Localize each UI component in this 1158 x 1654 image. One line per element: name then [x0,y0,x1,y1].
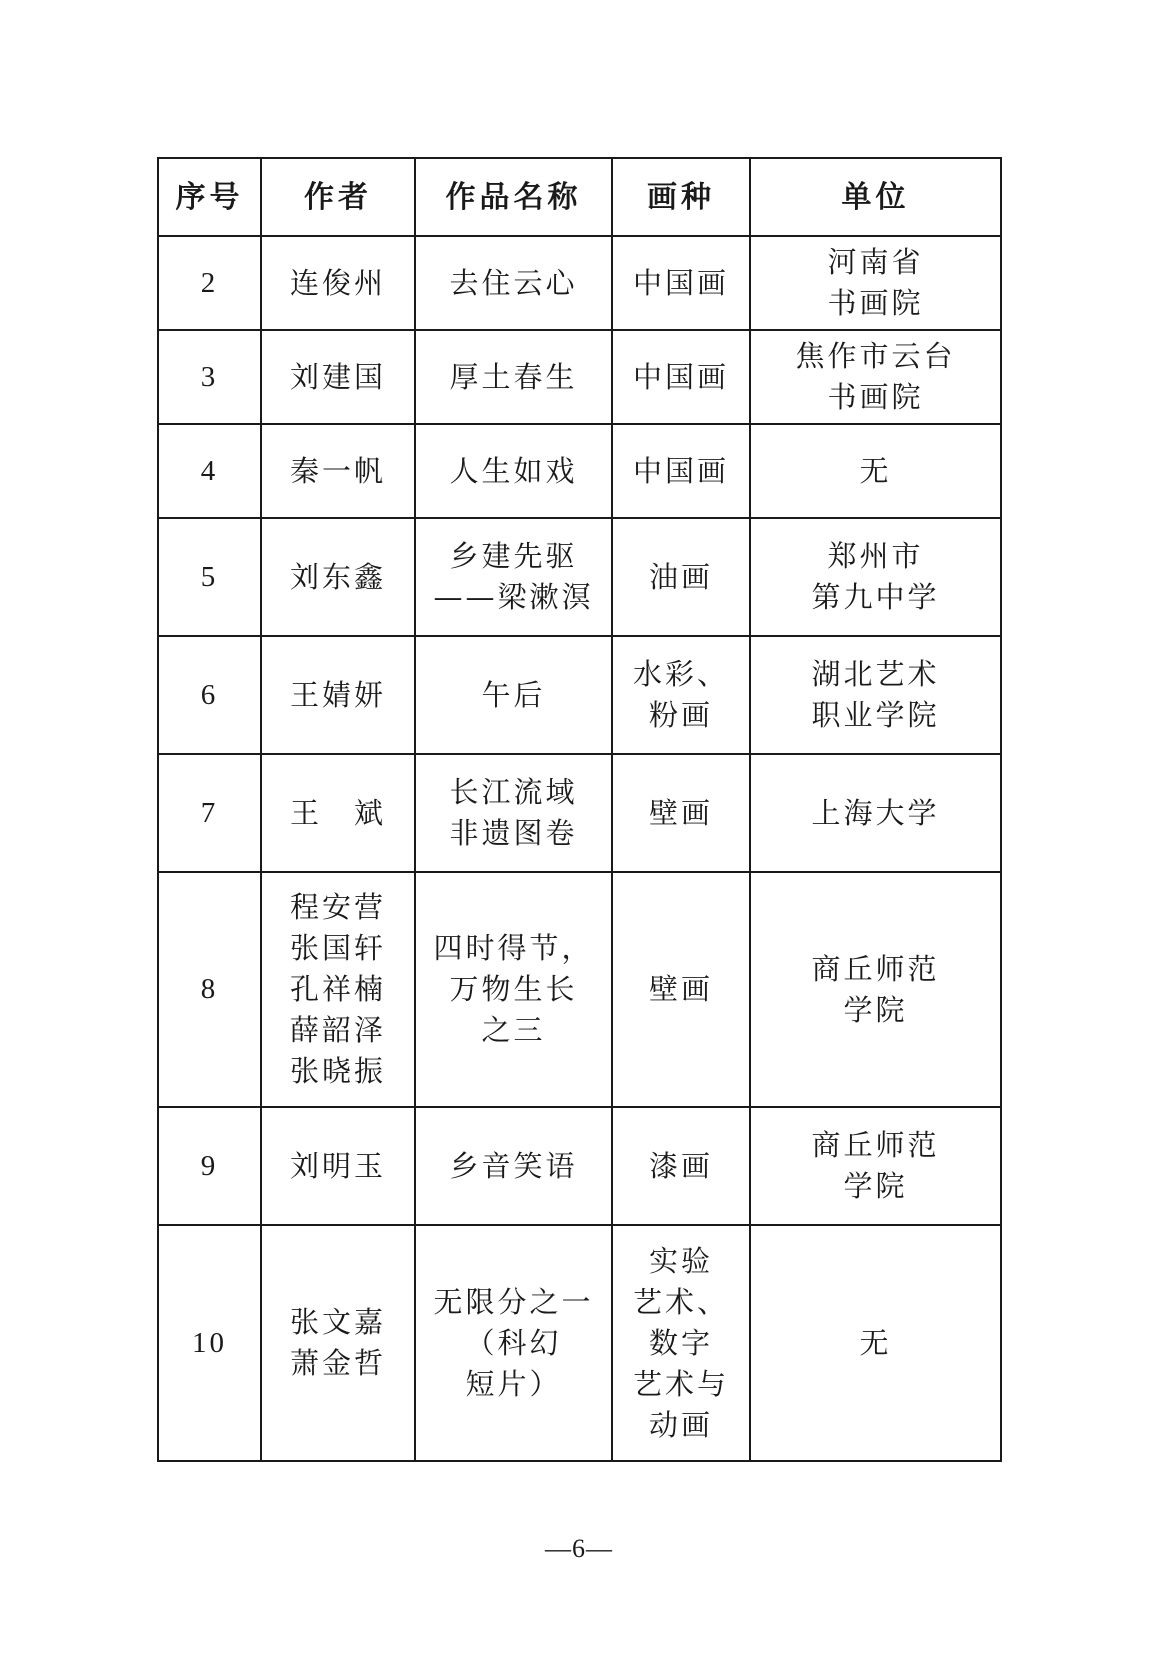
cell-work-title: 厚土春生 [415,330,612,424]
cell-unit: 商丘师范 学院 [750,872,1001,1107]
cell-work-title: 去住云心 [415,236,612,330]
header-unit: 单位 [750,158,1001,236]
cell-serial-number: 7 [158,754,261,872]
cell-work-title: 四时得节， 万物生长 之三 [415,872,612,1107]
cell-painting-type: 实验 艺术、 数字 艺术与 动画 [612,1225,750,1461]
table-row [158,330,1001,424]
cell-painting-type: 水彩、 粉画 [612,636,750,754]
cell-unit: 焦作市云台 书画院 [750,330,1001,424]
cell-painting-type: 壁画 [612,754,750,872]
table-row [158,1107,1001,1225]
header-author: 作者 [261,158,415,236]
results-table [157,157,1002,1462]
cell-painting-type: 中国画 [612,330,750,424]
cell-unit: 无 [750,1225,1001,1461]
cell-serial-number: 6 [158,636,261,754]
cell-painting-type: 油画 [612,518,750,636]
cell-serial-number: 4 [158,424,261,518]
cell-work-title: 长江流域 非遗图卷 [415,754,612,872]
cell-author: 王 斌 [261,754,415,872]
header-work-title: 作品名称 [415,158,612,236]
cell-unit: 郑州市 第九中学 [750,518,1001,636]
cell-author: 刘明玉 [261,1107,415,1225]
table-header-row [158,158,1001,236]
cell-unit: 河南省 书画院 [750,236,1001,330]
cell-work-title: 无限分之一 （科幻 短片） [415,1225,612,1461]
table-row [158,236,1001,330]
cell-author: 秦一帆 [261,424,415,518]
cell-painting-type: 中国画 [612,236,750,330]
cell-unit: 湖北艺术 职业学院 [750,636,1001,754]
header-serial-number: 序号 [158,158,261,236]
cell-serial-number: 8 [158,872,261,1107]
table-row [158,518,1001,636]
cell-serial-number: 9 [158,1107,261,1225]
cell-painting-type: 壁画 [612,872,750,1107]
cell-work-title: 午后 [415,636,612,754]
header-painting-type: 画种 [612,158,750,236]
cell-work-title: 乡音笑语 [415,1107,612,1225]
table-row [158,872,1001,1107]
cell-author: 张文嘉 萧金哲 [261,1225,415,1461]
cell-author: 连俊州 [261,236,415,330]
page-number: —6— [545,1534,613,1563]
table-body [158,236,1001,1461]
cell-work-title: 人生如戏 [415,424,612,518]
table-row [158,1225,1001,1461]
table-row [158,754,1001,872]
cell-serial-number: 10 [158,1225,261,1461]
cell-unit: 商丘师范 学院 [750,1107,1001,1225]
table-row [158,424,1001,518]
cell-painting-type: 漆画 [612,1107,750,1225]
cell-unit: 上海大学 [750,754,1001,872]
cell-author: 程安营 张国轩 孔祥楠 薛韶泽 张晓振 [261,872,415,1107]
cell-painting-type: 中国画 [612,424,750,518]
cell-work-title: 乡建先驱 ——梁漱溟 [415,518,612,636]
cell-author: 王婧妍 [261,636,415,754]
cell-author: 刘东鑫 [261,518,415,636]
table-row [158,636,1001,754]
cell-author: 刘建国 [261,330,415,424]
cell-serial-number: 2 [158,236,261,330]
cell-serial-number: 3 [158,330,261,424]
cell-unit: 无 [750,424,1001,518]
cell-serial-number: 5 [158,518,261,636]
